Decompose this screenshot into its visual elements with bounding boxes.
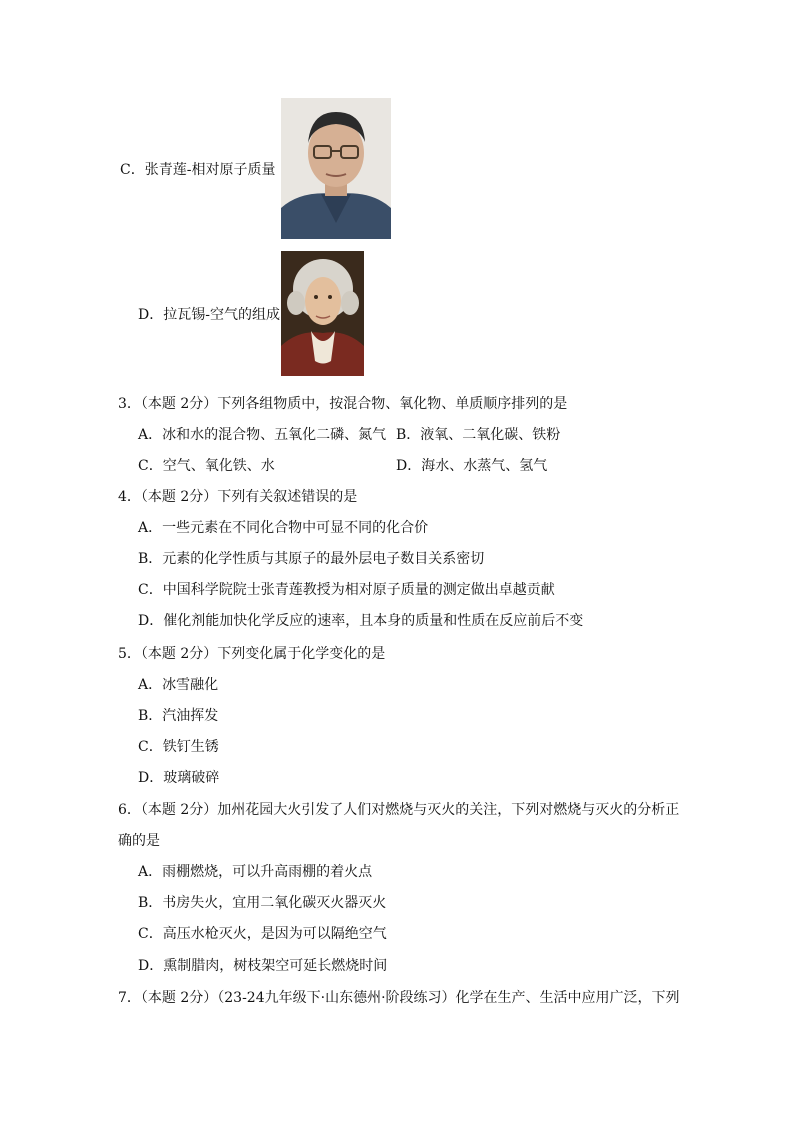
q3-stem: 3．（本题 2分）下列各组物质中，按混合物、氧化物、单质顺序排列的是 [118,396,568,412]
q6-option-c: C．高压水枪灭火，是因为可以隔绝空气 [138,926,387,942]
q4-option-d: D．催化剂能加快化学反应的速率，且本身的质量和性质在反应前后不变 [138,613,584,629]
q2-option-c: C．张青莲-相对原子质量 [120,162,276,178]
q7-stem: 7．（本题 2分）（23-24九年级下·山东德州·阶段练习）化学在生产、生活中应用广泛，下列 [118,990,680,1006]
q5-stem: 5．（本题 2分）下列变化属于化学变化的是 [118,646,386,662]
q4-option-c: C．中国科学院院士张青莲教授为相对原子质量的测定做出卓越贡献 [138,582,555,598]
q2-option-d: D．拉瓦锡-空气的组成 [138,307,280,323]
q4-option-a: A．一些元素在不同化合物中可显不同的化合价 [138,520,429,536]
q5-option-a: A．冰雪融化 [138,677,219,693]
q6-option-d: D．熏制腊肉，树枝架空可延长燃烧时间 [138,958,388,974]
zhang-qinglian-portrait [281,98,391,239]
q3-option-b: B．液氧、二氧化碳、铁粉 [396,427,561,443]
q5-option-c: C．铁钉生锈 [138,739,219,755]
lavoisier-portrait [281,251,364,376]
q6-stem-line2: 确的是 [118,833,160,849]
q5-option-d: D．玻璃破碎 [138,770,220,786]
q6-stem-line1: 6．（本题 2分）加州花园大火引发了人们对燃烧与灭火的关注，下列对燃烧与灭火的分析正 [118,802,680,818]
q4-option-b: B．元素的化学性质与其原子的最外层电子数目关系密切 [138,551,485,567]
q3-option-d: D．海水、水蒸气、氢气 [396,458,548,474]
q4-stem: 4．（本题 2分）下列有关叙述错误的是 [118,489,358,505]
q3-option-c: C．空气、氧化铁、水 [138,458,275,474]
q6-option-a: A．雨棚燃烧，可以升高雨棚的着火点 [138,864,373,880]
q5-option-b: B．汽油挥发 [138,708,219,724]
q6-option-b: B．书房失火，宜用二氧化碳灭火器灭火 [138,895,387,911]
q3-option-a: A．冰和水的混合物、五氧化二磷、氮气 [138,427,387,443]
